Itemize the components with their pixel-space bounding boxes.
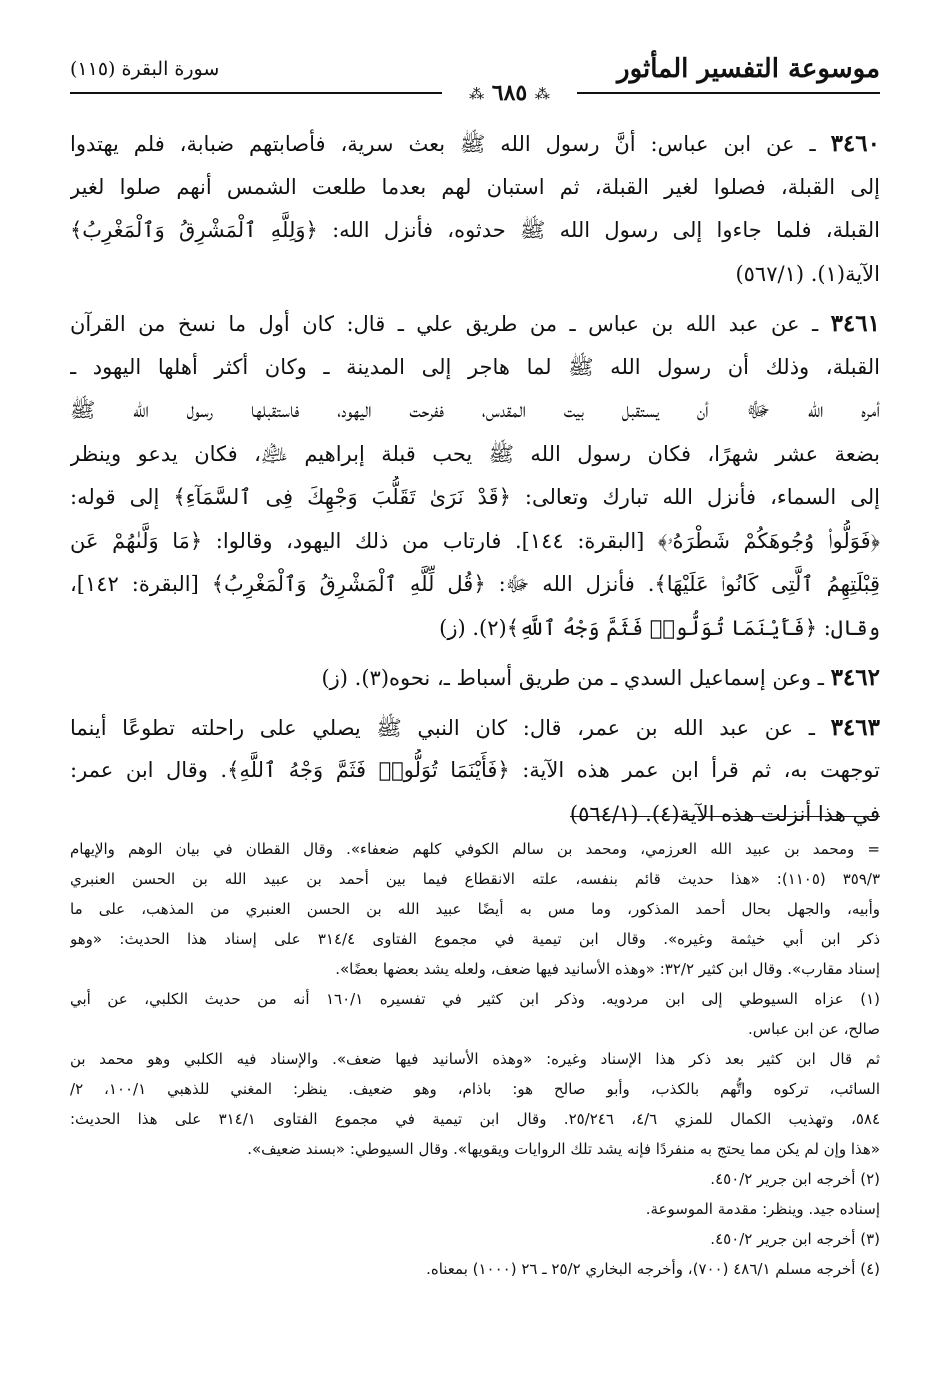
text-line: إلى السماء، فأنزل الله تبارك وتعالى: ﴿قَدْ نَرَىٰ تَقَلُّبَ وَجْهِكَ فِى ٱلسَّمَآءِ﴾ إلى قوله: <box>70 485 880 509</box>
footnote-line: صالح، عن ابن عباس. <box>748 1020 880 1038</box>
text-line: القبلة، فلما جاءوا إلى رسول الله ﷺ حدثوه، فأنزل الله: ﴿وَلِلَّهِ ٱلْمَشْرِقُ وَٱلْمَغْرِبُ﴾ <box>70 218 880 242</box>
footnote-line: ثم قال ابن كثير بعد ذكر هذا الإسناد وغيره: «وهذه الأسانيد فيها ضعف». والإسناد فيه الكلبي وهو محمد بن <box>70 1050 880 1068</box>
text-line: إلى القبلة، فصلوا لغير القبلة، ثم استبان لهم بعدما طلعت الشمس أنهم صلوا لغير <box>70 174 880 199</box>
footnote-line: (١) عزاه السيوطي إلى ابن مردويه. وذكر ابن كثير في تفسيره ١٦٠/١ أنه من حديث الكلبي، عن أبي <box>70 990 880 1008</box>
narration-3461 <box>70 302 880 650</box>
narration-number: ٣٤٦٣ <box>830 713 880 741</box>
text-line: وقال: ﴿فَأَيْنَمَا تُوَلُّوا۟ فَثَمَّ وَجْهُ ٱللَّهِ﴾(٢). (ز) <box>439 615 880 640</box>
footnote-line: ذكر ابن أبي خيثمة وغيره». وقال ابن تيمية في مجموع الفتاوى ٣١٤/٤ على إسناد هذا الحديث: «وهو <box>70 930 880 948</box>
text-line: قِبْلَتِهِمُ ٱلَّتِى كَانُوا۟ عَلَيْهَا﴾. فأنزل الله ﷻ: ﴿قُل لِّلَّهِ ٱلْمَشْرِقُ وَٱلْمَغْرِبُ﴾ [البقرة: ١٤٢]، <box>70 572 880 596</box>
page-header <box>70 52 880 106</box>
text-line: ٣٤٦٠ ـ عن ابن عباس: أنَّ رسول الله ﷺ بعث سرية، فأصابتهم ضبابة، فلم يهتدوا <box>70 130 880 157</box>
narration-number: ٣٤٦٢ <box>830 664 880 691</box>
header-rule-right <box>577 92 880 94</box>
footnote-line: إسناد مقارب». وقال ابن كثير ٣٢/٢: «وهذه الأسانيد فيها ضعف، ولعله يشد بعضها بعضًا». <box>335 960 880 978</box>
page-number: ٦٨٥ <box>491 80 528 106</box>
header-rule-left <box>70 92 442 94</box>
footnote-line: (٢) أخرجه ابن جرير ٤٥٠/٢. <box>710 1170 880 1188</box>
page-number-block <box>442 80 577 106</box>
text-line: توجهت به، ثم قرأ ابن عمر هذه الآية: ﴿فَأَيْنَمَا تُوَلُّوا۟ فَثَمَّ وَجْهُ ٱللَّهِ﴾. وقال ابن عمر: <box>70 758 880 782</box>
text-line: القبلة، وذلك أن رسول الله ﷺ لما هاجر إلى المدينة ـ وكان أكثر أهلها اليهود ـ <box>70 354 880 379</box>
footnote-line: ٥٨٤، وتهذيب الكمال للمزي ٤/٦، ٢٥/٢٤٦. وقال ابن تيمية في مجموع الفتاوى ٣١٤/١ على هذا الحديث: <box>70 1110 880 1128</box>
narration-number: ٣٤٦١ <box>830 310 880 337</box>
ornament-left-icon: ⁂ <box>469 85 485 103</box>
narration-number: ٣٤٦٠ <box>830 130 880 157</box>
footnote-line: = ومحمد بن عبيد الله العرزمي، ومحمد بن سالم الكوفي كلهم ضعفاء». وقال القطان في بيان الوهم والإيهام <box>70 840 880 858</box>
text-line: في هذا أنزلت هذه الآية(٤). (٥٦٤/١) <box>569 801 880 826</box>
footnote-line: ٣٥٩/٣ (١١٠٥): «هذا حديث قائم بنفسه، علته الانقطاع فيما بين أحمد بن عبيد الله بن الحسن العنبري <box>70 870 880 888</box>
footnote-line: (٣) أخرجه ابن جرير ٤٥٠/٢. <box>710 1230 880 1248</box>
text-line: ٣٤٦١ ـ عن عبد الله بن عباس ـ من طريق علي ـ قال: كان أول ما نسخ من القرآن <box>70 310 880 337</box>
footnote-line: «هذا وإن لم يكن مما يحتج به منفردًا فإنه يشد تلك الروايات ويقويها». وقال السيوطي: «بسند ضعيف». <box>247 1140 880 1158</box>
footnote-line: (٤) أخرجه مسلم ٤٨٦/١ (٧٠٠)، وأخرجه البخاري ٢٥/٢ ـ ٢٦ (١٠٠٠) بمعناه. <box>426 1260 880 1278</box>
text-line: ٣٤٦٣ ـ عن عبد الله بن عمر، قال: كان النبي ﷺ يصلي على راحلته تطوعًا أينما <box>70 713 880 741</box>
footnote-line: إسناده جيد. وينظر: مقدمة الموسوعة. <box>645 1200 880 1218</box>
text-line: أمره الله ﷻ أن يستقبل بيت المقدس، ففرحت اليهود، فاستقبلها رسول الله ﷺ <box>70 398 880 422</box>
text-line: بضعة عشر شهرًا، فكان رسول الله ﷺ يحب قبلة إبراهيم ﵇، فكان يدعو وينظر <box>70 441 880 466</box>
ornament-right-icon: ⁂ <box>534 85 550 103</box>
text-line: ﴿فَوَلُّوا۟ وُجُوهَكُمْ شَطْرَهُۥ﴾ [البقرة: ١٤٤]. فارتاب من ذلك اليهود، وقالوا: ﴿مَا وَلَّىٰهُمْ عَن <box>70 528 880 553</box>
text-line: الآية(١). (٥٦٧/١) <box>735 261 880 286</box>
footnote-line: السائب، تركوه واتُّهم بالكذب، وأبو صالح هو: باذام، وهو ضعيف. ينظر: المغني للذهبي ١٠٠/١، ٢/ <box>70 1080 880 1098</box>
footnotes <box>70 834 880 1284</box>
narration-3462 <box>70 656 880 700</box>
book-title: موسوعة التفسير المأثور <box>617 54 880 84</box>
text-line: ٣٤٦٢ ـ وعن إسماعيل السدي ـ من طريق أسباط ـ، نحوه(٣). (ز) <box>321 664 880 691</box>
narration-3460 <box>70 122 880 296</box>
surah-label: سورة البقرة (١١٥) <box>70 58 220 80</box>
main-text <box>70 122 880 842</box>
footnote-line: وأبيه، والجهل بحال أحمد المذكور، وما مس به أيضًا عبيد الله بن الحسن العنبري من المذهب، على ما <box>70 900 880 918</box>
footnote-separator <box>570 816 880 817</box>
